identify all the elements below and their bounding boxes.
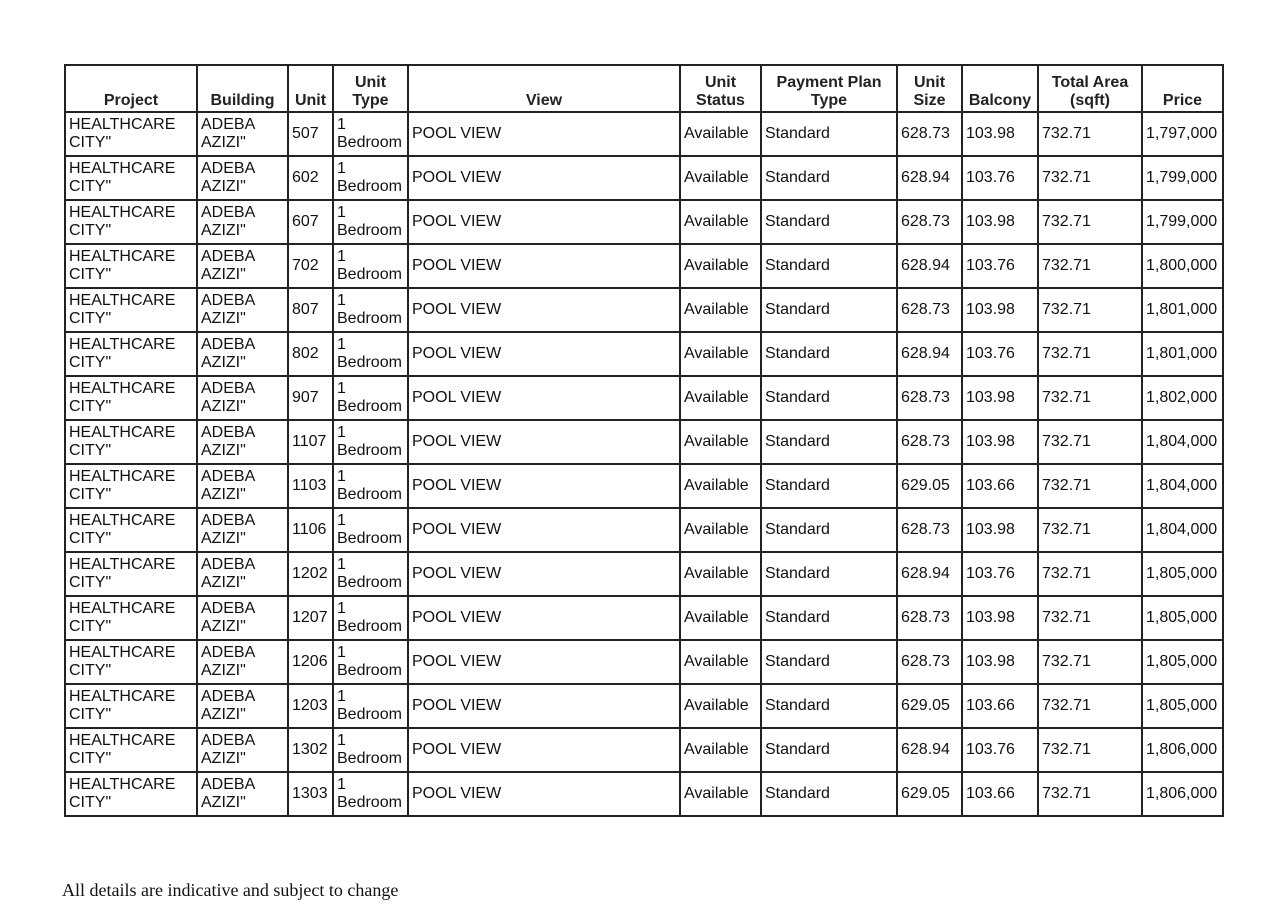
cell-balcony: 103.66 — [962, 772, 1038, 816]
cell-project — [65, 376, 197, 420]
cell-price: 1,802,000 — [1142, 376, 1223, 420]
cell-total-area: 732.71 — [1038, 156, 1142, 200]
cell-unit: 702 — [288, 244, 333, 288]
cell-building-text: ADEBA AZIZI" — [201, 468, 255, 503]
cell-unit-type — [333, 640, 408, 684]
cell-unit-size: 628.73 — [897, 596, 962, 640]
cell-project — [65, 772, 197, 816]
cell-unit-size: 629.05 — [897, 464, 962, 508]
cell-unit: 1202 — [288, 552, 333, 596]
cell-building — [197, 244, 288, 288]
cell-project — [65, 200, 197, 244]
cell-payment-plan-type: Standard — [761, 200, 897, 244]
cell-total-area: 732.71 — [1038, 684, 1142, 728]
cell-building-text: ADEBA AZIZI" — [201, 160, 255, 195]
cell-project-text: HEALTHCARE CITY" — [69, 556, 176, 591]
cell-payment-plan-type: Standard — [761, 244, 897, 288]
cell-project — [65, 420, 197, 464]
cell-building — [197, 112, 288, 156]
cell-building — [197, 376, 288, 420]
cell-unit-type-text: 1 Bedroom — [337, 204, 402, 239]
cell-building — [197, 200, 288, 244]
cell-unit-size: 628.94 — [897, 244, 962, 288]
cell-total-area: 732.71 — [1038, 596, 1142, 640]
header-unit: Unit — [288, 65, 333, 112]
cell-unit-type-text: 1 Bedroom — [337, 776, 402, 811]
cell-project-text: HEALTHCARE CITY" — [69, 512, 176, 547]
cell-total-area: 732.71 — [1038, 552, 1142, 596]
cell-unit-type — [333, 596, 408, 640]
cell-unit-type — [333, 244, 408, 288]
cell-payment-plan-type: Standard — [761, 684, 897, 728]
cell-unit-status: Available — [680, 596, 761, 640]
cell-unit-type — [333, 376, 408, 420]
cell-price: 1,799,000 — [1142, 156, 1223, 200]
cell-total-area: 732.71 — [1038, 508, 1142, 552]
header-payment-plan-type: Payment Plan Type — [761, 65, 897, 112]
cell-building — [197, 464, 288, 508]
cell-unit: 1106 — [288, 508, 333, 552]
cell-unit: 1207 — [288, 596, 333, 640]
cell-unit-size: 628.94 — [897, 156, 962, 200]
cell-payment-plan-type: Standard — [761, 420, 897, 464]
cell-view: POOL VIEW — [408, 728, 680, 772]
cell-unit-status: Available — [680, 464, 761, 508]
cell-view: POOL VIEW — [408, 596, 680, 640]
cell-balcony: 103.98 — [962, 596, 1038, 640]
cell-unit-size: 628.73 — [897, 288, 962, 332]
cell-unit-size: 628.94 — [897, 332, 962, 376]
cell-view: POOL VIEW — [408, 684, 680, 728]
cell-unit-size: 628.73 — [897, 508, 962, 552]
cell-unit-type — [333, 420, 408, 464]
header-unit-size: Unit Size — [897, 65, 962, 112]
cell-unit-status: Available — [680, 684, 761, 728]
cell-payment-plan-type: Standard — [761, 332, 897, 376]
cell-project-text: HEALTHCARE CITY" — [69, 644, 176, 679]
cell-total-area: 732.71 — [1038, 464, 1142, 508]
cell-payment-plan-type: Standard — [761, 156, 897, 200]
cell-balcony: 103.76 — [962, 156, 1038, 200]
cell-unit-status: Available — [680, 552, 761, 596]
cell-unit-size: 628.73 — [897, 112, 962, 156]
cell-building-text: ADEBA AZIZI" — [201, 380, 255, 415]
header-project: Project — [65, 65, 197, 112]
cell-view: POOL VIEW — [408, 464, 680, 508]
cell-view: POOL VIEW — [408, 772, 680, 816]
cell-project-text: HEALTHCARE CITY" — [69, 600, 176, 635]
cell-project — [65, 508, 197, 552]
cell-project — [65, 244, 197, 288]
header-unit-type: Unit Type — [333, 65, 408, 112]
table-row — [65, 508, 1223, 552]
cell-balcony: 103.98 — [962, 200, 1038, 244]
cell-view: POOL VIEW — [408, 420, 680, 464]
cell-project — [65, 156, 197, 200]
cell-unit-type — [333, 288, 408, 332]
cell-balcony: 103.76 — [962, 332, 1038, 376]
cell-unit-type — [333, 728, 408, 772]
cell-project — [65, 112, 197, 156]
cell-balcony: 103.98 — [962, 376, 1038, 420]
cell-unit-status: Available — [680, 288, 761, 332]
cell-unit-type-text: 1 Bedroom — [337, 688, 402, 723]
header-total-area: Total Area (sqft) — [1038, 65, 1142, 112]
cell-balcony: 103.76 — [962, 728, 1038, 772]
cell-unit-status: Available — [680, 640, 761, 684]
cell-unit-type-text: 1 Bedroom — [337, 644, 402, 679]
cell-unit-type-text: 1 Bedroom — [337, 556, 402, 591]
cell-unit-type-text: 1 Bedroom — [337, 468, 402, 503]
cell-unit: 607 — [288, 200, 333, 244]
cell-project-text: HEALTHCARE CITY" — [69, 776, 176, 811]
cell-unit-type-text: 1 Bedroom — [337, 160, 402, 195]
cell-building — [197, 640, 288, 684]
cell-unit: 1303 — [288, 772, 333, 816]
cell-view: POOL VIEW — [408, 376, 680, 420]
table-row — [65, 772, 1223, 816]
cell-total-area: 732.71 — [1038, 112, 1142, 156]
cell-unit-type-text: 1 Bedroom — [337, 424, 402, 459]
cell-project — [65, 288, 197, 332]
cell-unit-type-text: 1 Bedroom — [337, 512, 402, 547]
cell-unit-status: Available — [680, 332, 761, 376]
cell-building-text: ADEBA AZIZI" — [201, 116, 255, 151]
cell-project-text: HEALTHCARE CITY" — [69, 336, 176, 371]
table-row — [65, 420, 1223, 464]
cell-price: 1,800,000 — [1142, 244, 1223, 288]
cell-balcony: 103.66 — [962, 684, 1038, 728]
cell-balcony: 103.76 — [962, 552, 1038, 596]
cell-unit-size: 629.05 — [897, 772, 962, 816]
cell-project-text: HEALTHCARE CITY" — [69, 248, 176, 283]
cell-balcony: 103.98 — [962, 420, 1038, 464]
cell-balcony: 103.98 — [962, 640, 1038, 684]
cell-unit: 1107 — [288, 420, 333, 464]
table-row — [65, 200, 1223, 244]
cell-total-area: 732.71 — [1038, 376, 1142, 420]
cell-building-text: ADEBA AZIZI" — [201, 732, 255, 767]
cell-price: 1,801,000 — [1142, 288, 1223, 332]
cell-unit-type — [333, 200, 408, 244]
table-row — [65, 332, 1223, 376]
cell-building-text: ADEBA AZIZI" — [201, 776, 255, 811]
cell-building-text: ADEBA AZIZI" — [201, 292, 255, 327]
cell-unit-size: 628.94 — [897, 728, 962, 772]
cell-unit: 907 — [288, 376, 333, 420]
cell-building-text: ADEBA AZIZI" — [201, 248, 255, 283]
cell-building — [197, 596, 288, 640]
cell-project — [65, 332, 197, 376]
cell-unit-type — [333, 112, 408, 156]
cell-price: 1,801,000 — [1142, 332, 1223, 376]
cell-view: POOL VIEW — [408, 244, 680, 288]
cell-total-area: 732.71 — [1038, 332, 1142, 376]
header-unit-status: Unit Status — [680, 65, 761, 112]
cell-project-text: HEALTHCARE CITY" — [69, 160, 176, 195]
cell-project — [65, 640, 197, 684]
footnote: All details are indicative and subject to change — [62, 880, 399, 900]
cell-unit-type-text: 1 Bedroom — [337, 336, 402, 371]
cell-price: 1,804,000 — [1142, 464, 1223, 508]
cell-unit: 1206 — [288, 640, 333, 684]
cell-building-text: ADEBA AZIZI" — [201, 600, 255, 635]
cell-project-text: HEALTHCARE CITY" — [69, 204, 176, 239]
cell-unit-type-text: 1 Bedroom — [337, 380, 402, 415]
cell-unit-size: 628.73 — [897, 420, 962, 464]
cell-view: POOL VIEW — [408, 288, 680, 332]
cell-unit-type — [333, 684, 408, 728]
cell-price: 1,806,000 — [1142, 728, 1223, 772]
cell-building — [197, 288, 288, 332]
cell-total-area: 732.71 — [1038, 640, 1142, 684]
cell-view: POOL VIEW — [408, 332, 680, 376]
cell-building — [197, 332, 288, 376]
cell-unit: 507 — [288, 112, 333, 156]
cell-payment-plan-type: Standard — [761, 508, 897, 552]
cell-unit: 602 — [288, 156, 333, 200]
table-row — [65, 156, 1223, 200]
cell-project — [65, 596, 197, 640]
cell-unit: 802 — [288, 332, 333, 376]
cell-building — [197, 728, 288, 772]
cell-project — [65, 684, 197, 728]
cell-payment-plan-type: Standard — [761, 640, 897, 684]
table-row — [65, 376, 1223, 420]
cell-unit-status: Available — [680, 244, 761, 288]
cell-unit-status: Available — [680, 200, 761, 244]
cell-unit-size: 628.94 — [897, 552, 962, 596]
table-row — [65, 244, 1223, 288]
cell-total-area: 732.71 — [1038, 288, 1142, 332]
cell-payment-plan-type: Standard — [761, 288, 897, 332]
cell-unit: 807 — [288, 288, 333, 332]
cell-building-text: ADEBA AZIZI" — [201, 688, 255, 723]
cell-unit-size: 628.73 — [897, 376, 962, 420]
cell-building — [197, 420, 288, 464]
cell-unit: 1203 — [288, 684, 333, 728]
cell-unit: 1103 — [288, 464, 333, 508]
cell-project-text: HEALTHCARE CITY" — [69, 292, 176, 327]
cell-building — [197, 508, 288, 552]
cell-unit-status: Available — [680, 772, 761, 816]
cell-total-area: 732.71 — [1038, 420, 1142, 464]
cell-payment-plan-type: Standard — [761, 728, 897, 772]
table-row — [65, 288, 1223, 332]
cell-total-area: 732.71 — [1038, 728, 1142, 772]
cell-unit-type-text: 1 Bedroom — [337, 248, 402, 283]
cell-price: 1,804,000 — [1142, 420, 1223, 464]
table-row — [65, 684, 1223, 728]
cell-total-area: 732.71 — [1038, 200, 1142, 244]
cell-project-text: HEALTHCARE CITY" — [69, 116, 176, 151]
cell-view: POOL VIEW — [408, 552, 680, 596]
cell-building-text: ADEBA AZIZI" — [201, 204, 255, 239]
cell-price: 1,805,000 — [1142, 640, 1223, 684]
cell-payment-plan-type: Standard — [761, 772, 897, 816]
cell-unit-type — [333, 156, 408, 200]
table-header-row — [65, 65, 1223, 112]
cell-unit-type-text: 1 Bedroom — [337, 116, 402, 151]
cell-price: 1,797,000 — [1142, 112, 1223, 156]
cell-unit-type-text: 1 Bedroom — [337, 600, 402, 635]
cell-project-text: HEALTHCARE CITY" — [69, 468, 176, 503]
cell-view: POOL VIEW — [408, 156, 680, 200]
table-row — [65, 728, 1223, 772]
cell-unit-type — [333, 332, 408, 376]
cell-unit-status: Available — [680, 728, 761, 772]
cell-payment-plan-type: Standard — [761, 112, 897, 156]
cell-unit-status: Available — [680, 112, 761, 156]
cell-view: POOL VIEW — [408, 200, 680, 244]
header-view: View — [408, 65, 680, 112]
cell-building-text: ADEBA AZIZI" — [201, 556, 255, 591]
cell-payment-plan-type: Standard — [761, 552, 897, 596]
cell-unit-type — [333, 772, 408, 816]
cell-total-area: 732.71 — [1038, 244, 1142, 288]
cell-unit-type-text: 1 Bedroom — [337, 732, 402, 767]
cell-view: POOL VIEW — [408, 640, 680, 684]
cell-unit-status: Available — [680, 156, 761, 200]
cell-building — [197, 156, 288, 200]
cell-project-text: HEALTHCARE CITY" — [69, 380, 176, 415]
cell-balcony: 103.98 — [962, 288, 1038, 332]
cell-payment-plan-type: Standard — [761, 596, 897, 640]
cell-building — [197, 552, 288, 596]
table-row — [65, 640, 1223, 684]
cell-building — [197, 684, 288, 728]
cell-unit-status: Available — [680, 508, 761, 552]
cell-price: 1,805,000 — [1142, 596, 1223, 640]
cell-unit-type — [333, 508, 408, 552]
cell-unit: 1302 — [288, 728, 333, 772]
cell-building — [197, 772, 288, 816]
header-building: Building — [197, 65, 288, 112]
header-balcony: Balcony — [962, 65, 1038, 112]
cell-unit-type-text: 1 Bedroom — [337, 292, 402, 327]
table-row — [65, 112, 1223, 156]
cell-project-text: HEALTHCARE CITY" — [69, 732, 176, 767]
cell-building-text: ADEBA AZIZI" — [201, 336, 255, 371]
cell-price: 1,804,000 — [1142, 508, 1223, 552]
cell-payment-plan-type: Standard — [761, 376, 897, 420]
cell-price: 1,805,000 — [1142, 552, 1223, 596]
cell-price: 1,805,000 — [1142, 684, 1223, 728]
table-row — [65, 596, 1223, 640]
cell-project-text: HEALTHCARE CITY" — [69, 424, 176, 459]
cell-balcony: 103.98 — [962, 508, 1038, 552]
table-row — [65, 552, 1223, 596]
cell-view: POOL VIEW — [408, 112, 680, 156]
cell-view: POOL VIEW — [408, 508, 680, 552]
cell-unit-size: 628.73 — [897, 200, 962, 244]
cell-unit-type — [333, 464, 408, 508]
table-body — [65, 112, 1223, 816]
cell-building-text: ADEBA AZIZI" — [201, 512, 255, 547]
cell-unit-status: Available — [680, 420, 761, 464]
header-price: Price — [1142, 65, 1223, 112]
cell-unit-size: 629.05 — [897, 684, 962, 728]
cell-unit-status: Available — [680, 376, 761, 420]
cell-balcony: 103.98 — [962, 112, 1038, 156]
cell-balcony: 103.66 — [962, 464, 1038, 508]
cell-price: 1,799,000 — [1142, 200, 1223, 244]
units-table — [64, 64, 1224, 817]
cell-payment-plan-type: Standard — [761, 464, 897, 508]
cell-building-text: ADEBA AZIZI" — [201, 424, 255, 459]
cell-project-text: HEALTHCARE CITY" — [69, 688, 176, 723]
cell-unit-type — [333, 552, 408, 596]
cell-unit-size: 628.73 — [897, 640, 962, 684]
cell-project — [65, 728, 197, 772]
cell-project — [65, 552, 197, 596]
cell-total-area: 732.71 — [1038, 772, 1142, 816]
table-row — [65, 464, 1223, 508]
cell-project — [65, 464, 197, 508]
cell-building-text: ADEBA AZIZI" — [201, 644, 255, 679]
cell-balcony: 103.76 — [962, 244, 1038, 288]
cell-price: 1,806,000 — [1142, 772, 1223, 816]
